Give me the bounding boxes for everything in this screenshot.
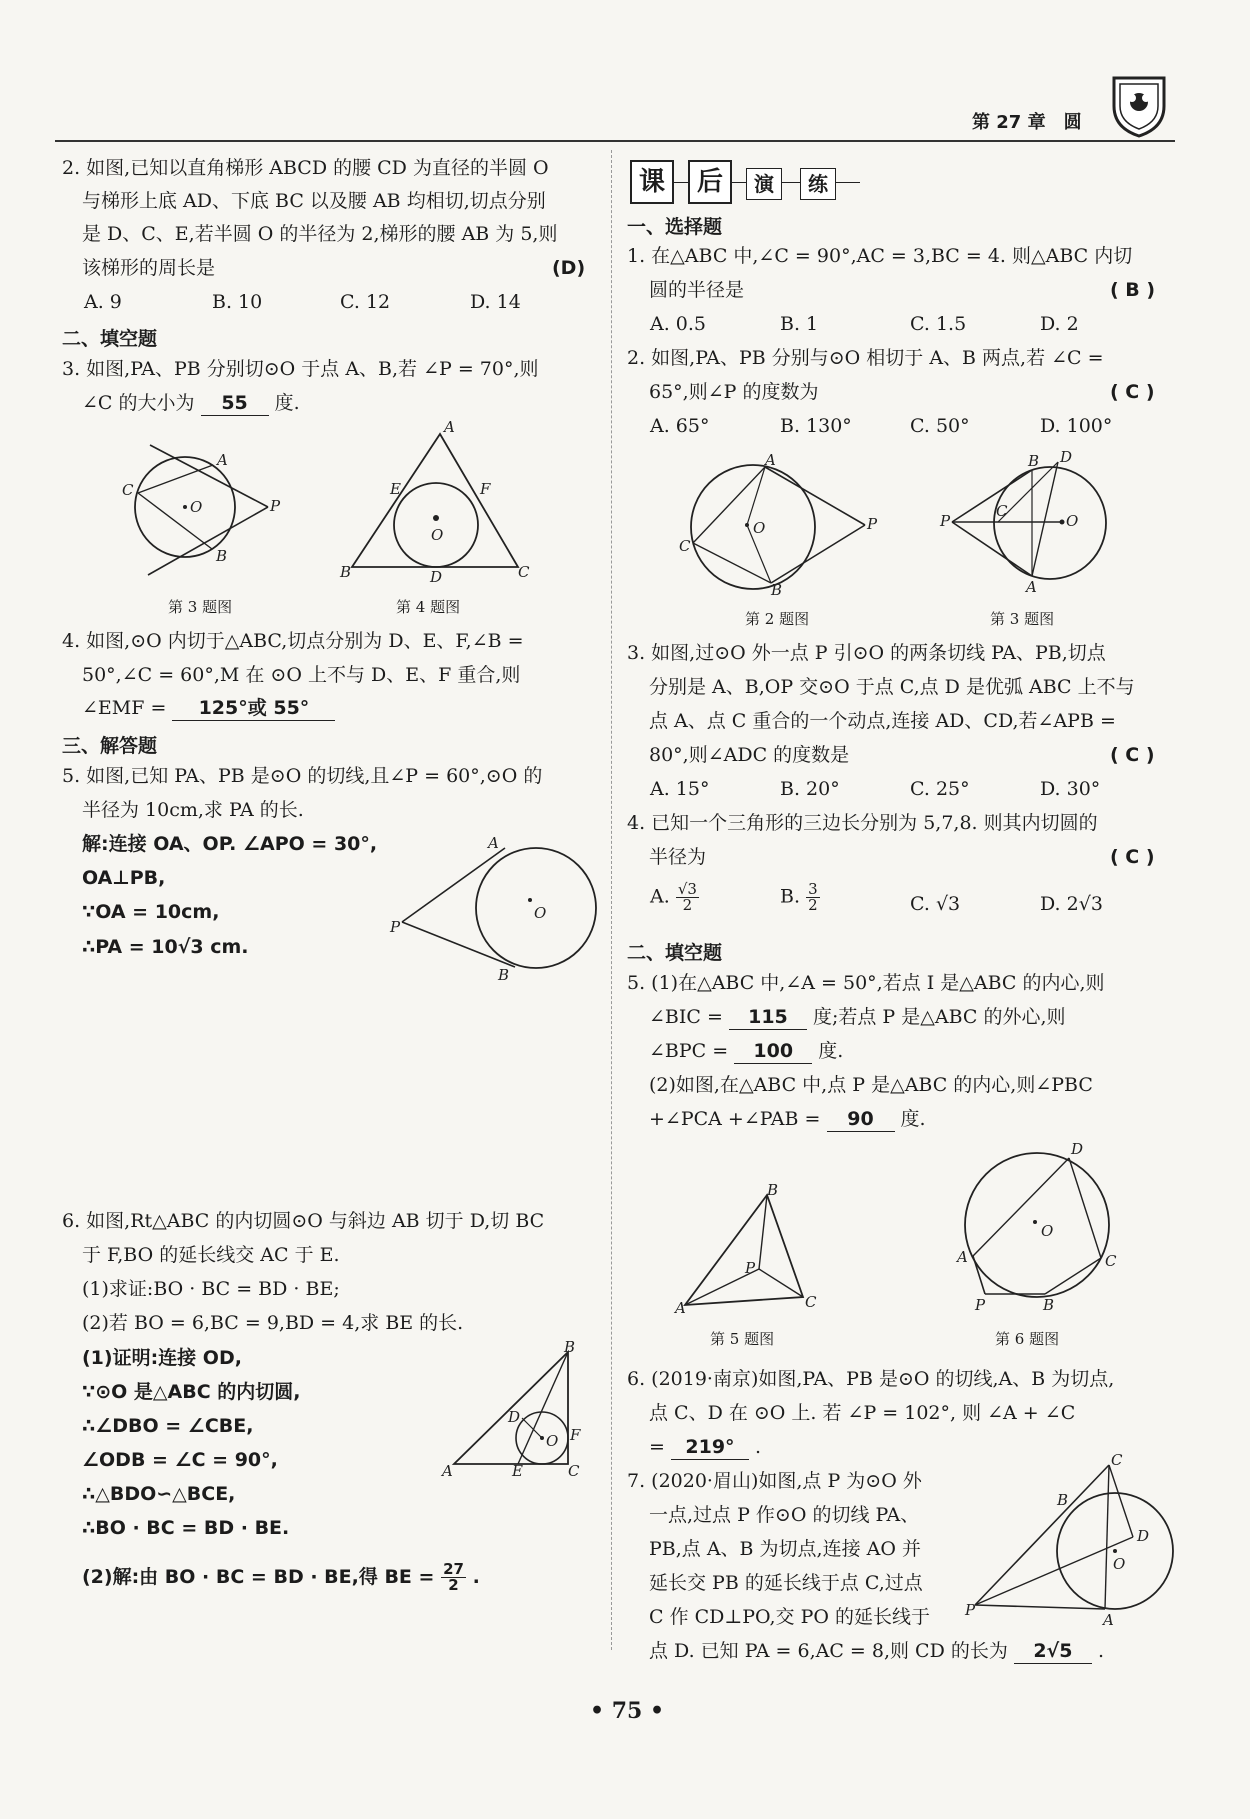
r-q7-line2: 一点,过点 P 作⊙O 的切线 PA、	[649, 1504, 920, 1526]
r-q1-line2: 圆的半径是	[649, 279, 745, 301]
q6-solution-7-text: (2)解:由 BO · BC = BD · BE,得 BE =	[82, 1566, 435, 1588]
caption-r-fig2: 第 2 题图	[745, 610, 810, 628]
svg-text:D: D	[1071, 1140, 1084, 1158]
svg-text:E: E	[512, 1462, 523, 1480]
svg-text:C: C	[805, 1293, 817, 1311]
r-q4-option-c: C. √3	[910, 893, 961, 915]
banner-char-3: 演	[746, 168, 782, 200]
svg-text:D: D	[1060, 448, 1073, 466]
r-q6-eq: =	[649, 1436, 665, 1458]
svg-text:O: O	[431, 526, 444, 544]
r-q5-answer-2: 100	[734, 1040, 812, 1064]
caption-fig4: 第 4 题图	[396, 598, 461, 616]
r-q6-line3	[649, 1436, 761, 1460]
svg-text:P: P	[965, 1601, 976, 1619]
q3-line2	[82, 392, 300, 416]
q4-line2: 50°,∠C = 60°,M 在 ⊙O 上不与 D、E、F 重合,则	[82, 664, 521, 686]
svg-text:B: B	[767, 1181, 779, 1199]
svg-text:A: A	[957, 1248, 968, 1266]
svg-text:A: A	[675, 1299, 686, 1317]
caption-r-fig3: 第 3 题图	[990, 610, 1055, 628]
svg-text:A: A	[1026, 578, 1037, 596]
r-q7-line4: 延长交 PB 的延长线于点 C,过点	[649, 1572, 923, 1594]
r-q1-option-a: A. 0.5	[650, 313, 707, 335]
r-q5-line1: 5. (1)在△ABC 中,∠A = 50°,若点 I 是△ABC 的内心,则	[627, 972, 1105, 994]
r-q1-option-d: D. 2	[1040, 313, 1079, 335]
r-q6-line1: 6. (2019·南京)如图,PA、PB 是⊙O 的切线,A、B 为切点,	[627, 1368, 1115, 1390]
q2-option-a: A. 9	[84, 291, 122, 313]
r-q3-line4: 80°,则∠ADC 的度数是	[649, 744, 850, 766]
banner-char-2: 后	[688, 160, 732, 204]
q6-solution-2: ∵⊙O 是△ABC 的内切圆,	[82, 1381, 301, 1403]
svg-text:P: P	[745, 1259, 756, 1277]
r-q1-line1: 1. 在△ABC 中,∠C = 90°,AC = 3,BC = 4. 则△ABC 内切	[627, 245, 1133, 267]
r-q5-l5-text: +∠PCA +∠PAB =	[649, 1108, 821, 1130]
figure-2-right	[675, 451, 885, 599]
q5-solution-1: 解:连接 OA、OP. ∠APO = 30°,	[82, 833, 378, 855]
r-q1-option-b: B. 1	[780, 313, 819, 335]
r-q5-line5	[649, 1108, 926, 1132]
svg-text:O: O	[1041, 1222, 1054, 1240]
r-q2-line1: 2. 如图,PA、PB 分别与⊙O 相切于 A、B 两点,若 ∠C =	[627, 347, 1104, 369]
r-q4-line2: 半径为	[649, 846, 707, 868]
figure-6-right	[945, 1140, 1130, 1315]
q6-line1: 6. 如图,Rt△ABC 的内切圆⊙O 与斜边 AB 切于 D,切 BC	[62, 1210, 545, 1232]
svg-text:C: C	[1111, 1451, 1123, 1469]
svg-text:B: B	[1057, 1491, 1069, 1509]
svg-text:O: O	[546, 1432, 559, 1450]
q6-line3: (1)求证:BO · BC = BD · BE;	[82, 1278, 340, 1300]
q4-text: ∠EMF =	[82, 697, 167, 719]
q6-solution-1: (1)证明:连接 OD,	[82, 1347, 242, 1369]
q5-line2: 半径为 10cm,求 PA 的长.	[82, 799, 304, 821]
r-q2-option-c: C. 50°	[910, 415, 970, 437]
r-q5-answer-1: 115	[729, 1006, 807, 1030]
r-q4-option-a	[650, 882, 699, 913]
r-q5-line4: (2)如图,在△ABC 中,点 P 是△ABC 的内心,则∠PBC	[649, 1074, 1093, 1096]
r-q3-option-a: A. 15°	[650, 778, 710, 800]
q3-line1: 3. 如图,PA、PB 分别切⊙O 于点 A、B,若 ∠P = 70°,则	[62, 358, 539, 380]
svg-text:A: A	[442, 1462, 453, 1480]
svg-text:O: O	[1066, 512, 1079, 530]
q6-solution-5: ∴△BDO∽△BCE,	[82, 1483, 236, 1505]
r-q4-a-den: 2	[682, 896, 693, 914]
q5-solution-4: ∴PA = 10√3 cm.	[82, 936, 249, 958]
q4-answer: 125°或 55°	[172, 697, 335, 721]
figure-3-left	[120, 445, 290, 580]
svg-text:C: C	[122, 481, 134, 499]
r-q2-line2: 65°,则∠P 的度数为	[649, 381, 819, 403]
svg-text:P: P	[867, 515, 878, 533]
svg-text:B: B	[498, 966, 510, 984]
figure-7-right	[965, 1451, 1170, 1630]
r-q4-option-d: D. 2√3	[1040, 893, 1103, 915]
r-q7-line5: C 作 CD⊥PO,交 PO 的延长线于	[649, 1606, 930, 1628]
r-q2-answer: ( C )	[1110, 381, 1155, 403]
banner-char-1: 课	[630, 160, 674, 204]
section-fill-blank: 二、填空题	[62, 328, 158, 350]
svg-text:B: B	[564, 1338, 576, 1356]
q6-fraction-num: 27	[443, 1560, 464, 1578]
q6-line2: 于 F,BO 的延长线交 AC 于 E.	[82, 1244, 340, 1266]
q2-answer: (D)	[552, 257, 586, 279]
figure-q5-left	[390, 830, 610, 990]
svg-text:P: P	[975, 1296, 986, 1314]
svg-text:F: F	[570, 1426, 581, 1444]
banner-char-4: 练	[800, 168, 836, 200]
r-q7-l6-text: 点 D. 已知 PA = 6,AC = 8,则 CD 的长为	[649, 1640, 1008, 1662]
q3-text: ∠C 的大小为	[82, 392, 195, 414]
svg-text:E: E	[390, 480, 401, 498]
svg-text:P: P	[390, 918, 401, 936]
svg-text:O: O	[753, 519, 766, 537]
section-choice: 一、选择题	[627, 216, 723, 238]
r-q3-line1: 3. 如图,过⊙O 外一点 P 引⊙O 的两条切线 PA、PB,切点	[627, 642, 1106, 664]
r-q3-option-b: B. 20°	[780, 778, 840, 800]
header-rule	[55, 140, 1175, 142]
q6-fraction-den: 2	[448, 1576, 459, 1594]
r-q6-line2: 点 C、D 在 ⊙O 上. 若 ∠P = 102°, 则 ∠A + ∠C	[649, 1402, 1076, 1424]
q2-line1: 2. 如图,已知以直角梯形 ABCD 的腰 CD 为直径的半圆 O	[62, 157, 549, 179]
q3-answer: 55	[201, 392, 269, 416]
svg-text:B: B	[1028, 452, 1040, 470]
q5-solution-2: OA⊥PB,	[82, 867, 166, 889]
r-q3-answer: ( C )	[1110, 744, 1155, 766]
r-q4-option-b-frac	[806, 882, 820, 913]
r-q3-option-c: C. 25°	[910, 778, 970, 800]
caption-r-fig6: 第 6 题图	[995, 1330, 1060, 1348]
svg-text:A: A	[488, 834, 499, 852]
q2-option-c: C. 12	[340, 291, 391, 313]
r-q5-line2	[649, 1006, 1066, 1030]
svg-text:D: D	[430, 568, 443, 586]
r-q5-l3-text: ∠BPC =	[649, 1040, 729, 1062]
r-q7-answer: 2√5	[1014, 1640, 1092, 1664]
q5-line1: 5. 如图,已知 PA、PB 是⊙O 的切线,且∠P = 60°,⊙O 的	[62, 765, 543, 787]
svg-text:C: C	[568, 1462, 580, 1480]
q6-fraction	[441, 1562, 466, 1593]
r-q5-answer-3: 90	[827, 1108, 895, 1132]
svg-text:P: P	[940, 512, 951, 530]
r-q3-line2: 分别是 A、B,OP 交⊙O 于点 C,点 D 是优弧 ABC 上不与	[649, 676, 1135, 698]
section-r-fill-blank: 二、填空题	[627, 942, 723, 964]
r-q3-option-d: D. 30°	[1040, 778, 1101, 800]
svg-text:C: C	[679, 537, 691, 555]
r-q1-answer: ( B )	[1110, 279, 1156, 301]
svg-text:A: A	[444, 418, 455, 436]
q2-line4: 该梯形的周长是	[82, 257, 216, 279]
r-q6-answer: 219°	[671, 1436, 749, 1460]
q6-line4: (2)若 BO = 6,BC = 9,BD = 4,求 BE 的长.	[82, 1312, 464, 1334]
svg-text:B: B	[1043, 1296, 1055, 1314]
r-q4-option-b-label: B.	[780, 885, 801, 908]
svg-text:F: F	[480, 480, 491, 498]
q6-solution-7-end: .	[472, 1566, 480, 1588]
caption-fig3: 第 3 题图	[168, 598, 233, 616]
figure-3-right	[940, 450, 1120, 595]
banner-after-class	[630, 160, 860, 204]
r-q5-line3	[649, 1040, 843, 1064]
q6-solution-6: ∴BO · BC = BD · BE.	[82, 1517, 290, 1539]
r-q5-l5-rest: 度.	[900, 1108, 926, 1130]
r-q6-end: .	[755, 1436, 762, 1458]
r-q4-option-a-frac	[676, 882, 699, 913]
logo-badge-icon	[1108, 70, 1170, 140]
r-q4-b-den: 2	[808, 896, 818, 914]
q3-unit: 度.	[274, 392, 300, 414]
r-q4-option-b	[780, 882, 820, 913]
svg-text:A: A	[1103, 1611, 1114, 1629]
q6-solution-4: ∠ODB = ∠C = 90°,	[82, 1449, 278, 1471]
r-q4-b-num: 3	[808, 880, 818, 898]
svg-text:O: O	[190, 498, 203, 516]
svg-text:C: C	[518, 563, 530, 581]
q4-line1: 4. 如图,⊙O 内切于△ABC,切点分别为 D、E、F,∠B =	[62, 630, 524, 652]
svg-text:C: C	[1105, 1252, 1117, 1270]
svg-text:O: O	[1113, 1555, 1126, 1573]
q2-option-b: B. 10	[212, 291, 263, 313]
r-q3-line3: 点 A、点 C 重合的一个动点,连接 AD、CD,若∠APB =	[649, 710, 1116, 732]
svg-text:B: B	[771, 581, 783, 599]
q2-option-d: D. 14	[470, 291, 521, 313]
r-q5-l2-text: ∠BIC =	[649, 1006, 723, 1028]
caption-r-fig5: 第 5 题图	[710, 1330, 775, 1348]
q2-line3: 是 D、C、E,若半圆 O 的半径为 2,梯形的腰 AB 为 5,则	[82, 223, 558, 245]
r-q2-option-b: B. 130°	[780, 415, 852, 437]
page-number: • 75 •	[590, 1698, 665, 1724]
q5-solution-3: ∵OA = 10cm,	[82, 901, 220, 923]
r-q5-l2-rest: 度;若点 P 是△ABC 的外心,则	[812, 1006, 1066, 1028]
svg-text:P: P	[270, 497, 281, 515]
svg-text:C: C	[996, 502, 1008, 520]
r-q7-end: .	[1097, 1640, 1104, 1662]
r-q7-line6	[649, 1640, 1104, 1664]
svg-text:D: D	[508, 1408, 521, 1426]
q6-solution-7	[82, 1562, 480, 1593]
figure-4-left	[338, 418, 530, 586]
figure-5-right	[675, 1181, 835, 1317]
q6-solution-3: ∴∠DBO = ∠CBE,	[82, 1415, 254, 1437]
r-q5-l3-rest: 度.	[818, 1040, 844, 1062]
column-divider	[611, 150, 612, 1650]
svg-text:A: A	[217, 451, 228, 469]
r-q7-line3: PB,点 A、B 为切点,连接 AO 并	[649, 1538, 921, 1560]
r-q7-line1: 7. (2020·眉山)如图,点 P 为⊙O 外	[627, 1470, 922, 1492]
q4-line3	[82, 697, 335, 721]
r-q4-option-a-label: A.	[650, 885, 670, 908]
svg-text:D: D	[1137, 1527, 1150, 1545]
r-q4-answer: ( C )	[1110, 846, 1155, 868]
q2-line2: 与梯形上底 AD、下底 BC 以及腰 AB 均相切,切点分别	[82, 190, 546, 212]
svg-text:A: A	[765, 451, 776, 469]
r-q4-a-num: √3	[677, 880, 697, 898]
r-q2-option-d: D. 100°	[1040, 415, 1113, 437]
svg-text:B: B	[340, 563, 352, 581]
chapter-title: 第 27 章 圆	[972, 112, 1082, 133]
r-q1-option-c: C. 1.5	[910, 313, 967, 335]
svg-text:O: O	[534, 904, 547, 922]
figure-q6-left	[440, 1338, 590, 1480]
svg-text:B: B	[216, 547, 228, 565]
r-q4-line1: 4. 已知一个三角形的三边长分别为 5,7,8. 则其内切圆的	[627, 812, 1098, 834]
r-q2-option-a: A. 65°	[650, 415, 710, 437]
section-solutions: 三、解答题	[62, 735, 158, 757]
